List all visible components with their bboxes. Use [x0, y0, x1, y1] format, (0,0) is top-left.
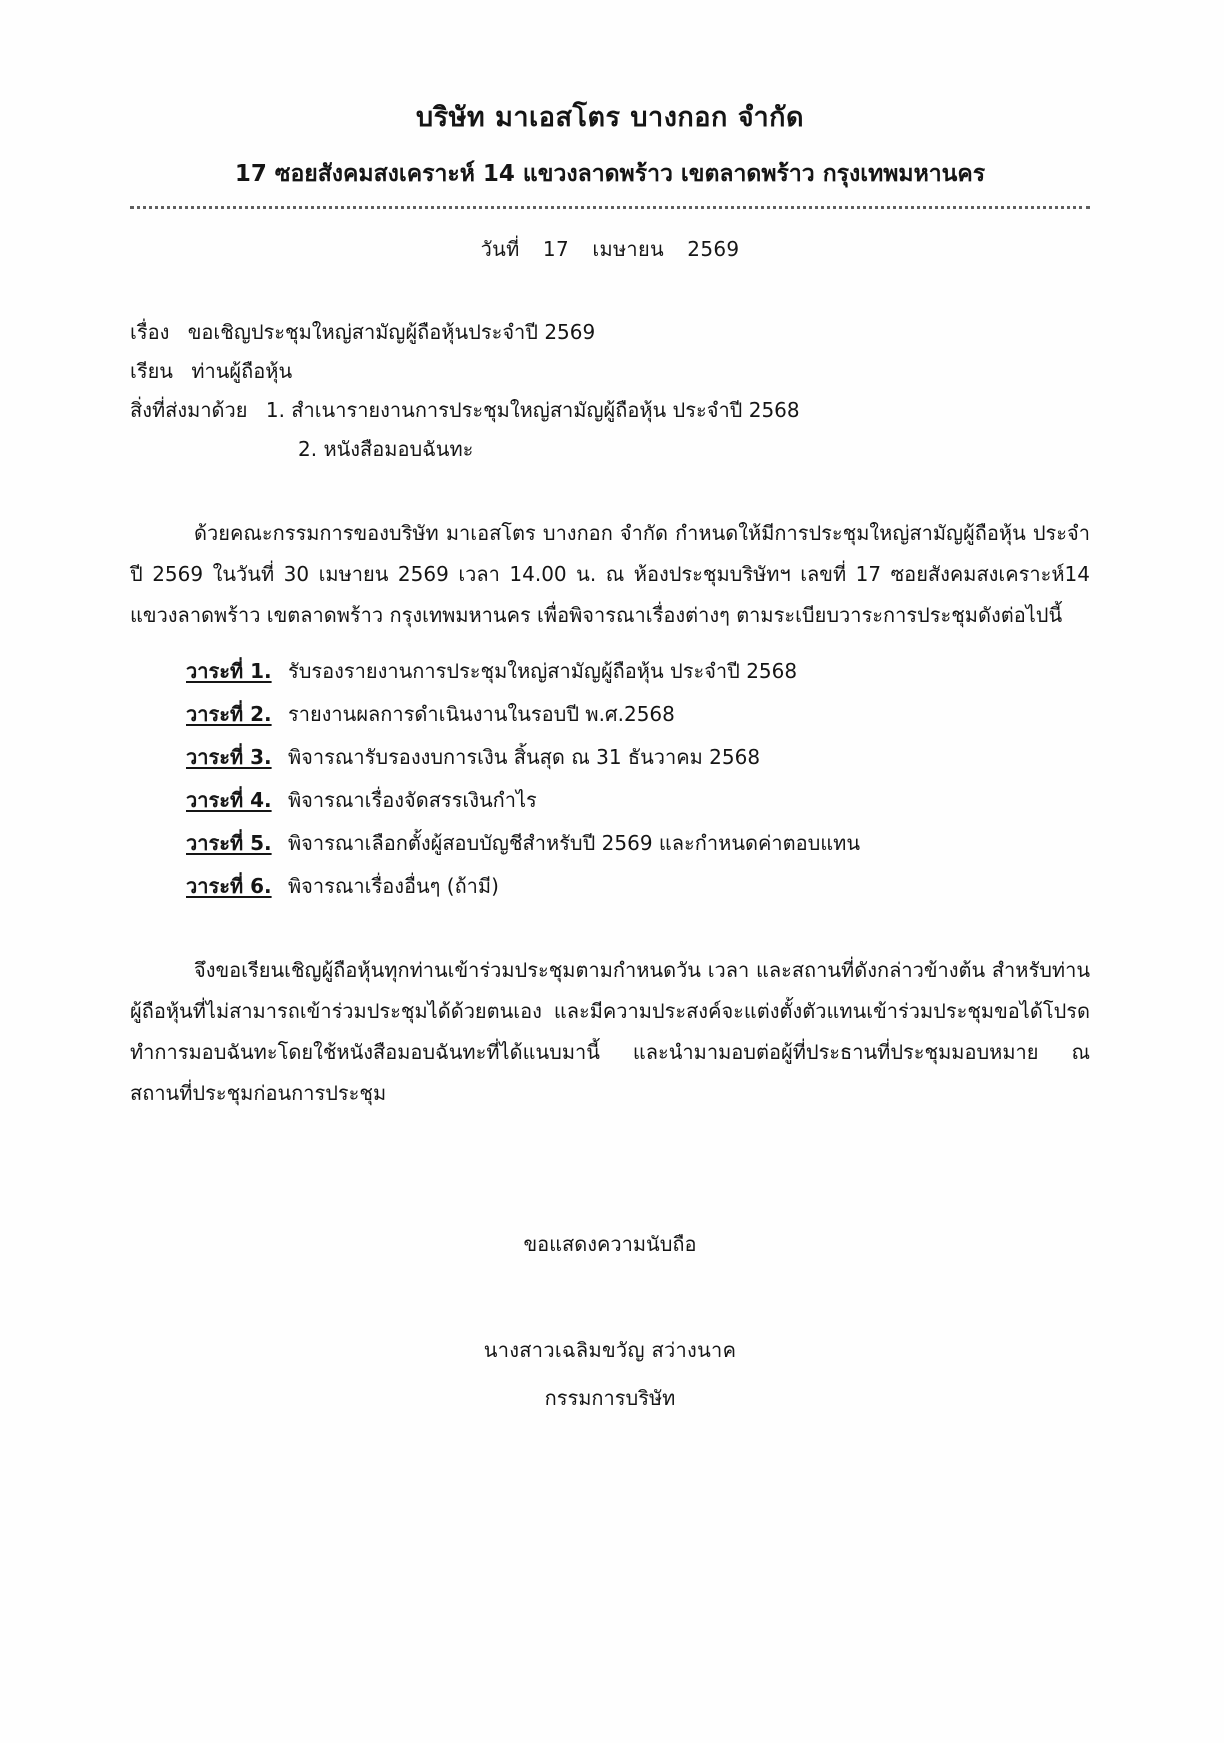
attachment-item-2: 2. หนังสือมอบฉันทะ	[298, 437, 474, 461]
body-paragraph-2: จึงขอเรียนเชิญผู้ถือหุ้นทุกท่านเข้าร่วมประชุมตามกำหนดวัน เวลา และสถานที่ดังกล่าวข้างต้น สำหรับท่านผู้ถือหุ้นที่ไม่สามารถเข้าร่วมประชุมได้ด้วยตนเอง และมีความประสงค์จะแต่งตั้งตัวแทนเข้าร่วมประชุมขอได้โปรดทำการมอบฉันทะโดยใช้หนังสือมอบฉันทะที่ได้แนบมานี้ และนำมามอบต่อผู้ที่ประธานที่ประชุมมอบหมาย ณ สถานที่ประชุมก่อนการประชุม	[130, 958, 1090, 1105]
recipient-label: เรียน	[130, 359, 173, 383]
agenda-item-text: พิจารณาเรื่องจัดสรรเงินกำไร	[287, 788, 537, 812]
header-divider	[130, 206, 1090, 211]
body-paragraph-1: ด้วยคณะกรรมการของบริษัท มาเอสโตร บางกอก จำกัด กำหนดให้มีการประชุมใหญ่สามัญผู้ถือหุ้น ประจำปี 2569 ในวันที่ 30 เมษายน 2569 เวลา 14.00 น. ณ ห้องประชุมบริษัทฯ เลขที่ 17 ซอยสังคมสงเคราะห์14 แขวงลาดพร้าว เขตลาดพร้าว กรุงเทพมหานคร เพื่อพิจารณาเรื่องต่างๆ ตามระเบียบวาระการประชุมดังต่อไปนี้	[130, 521, 1090, 627]
agenda-item-number: วาระที่ 2.	[186, 702, 272, 726]
signature-block	[130, 1220, 1090, 1422]
agenda-item-number: วาระที่ 6.	[186, 874, 272, 898]
signature-regards: ขอแสดงความนับถือ	[523, 1232, 697, 1256]
agenda-item-number: วาระที่ 5.	[186, 831, 272, 855]
recipient-row	[130, 352, 1090, 391]
agenda-item-number: วาระที่ 3.	[186, 745, 272, 769]
agenda-item	[130, 736, 1090, 779]
agenda-item-text: รับรองรายงานการประชุมใหญ่สามัญผู้ถือหุ้น ประจำปี 2568	[287, 659, 798, 683]
recipient-value: ท่านผู้ถือหุ้น	[191, 359, 293, 383]
agenda-item	[130, 650, 1090, 693]
subject-value: ขอเชิญประชุมใหญ่สามัญผู้ถือหุ้นประจำปี 2569	[187, 320, 596, 344]
company-address: 17 ซอยสังคมสงเคราะห์ 14 แขวงลาดพร้าว เขตลาดพร้าว กรุงเทพมหานคร	[234, 161, 986, 187]
agenda-item	[130, 822, 1090, 865]
company-name: บริษัท มาเอสโตร บางกอก จำกัด	[415, 102, 805, 133]
attachments-row	[130, 391, 1090, 430]
agenda-item	[130, 779, 1090, 822]
reference-block	[130, 313, 1090, 469]
date-line	[130, 233, 1090, 265]
letter-content	[130, 95, 1090, 1422]
date-label: วันที่	[480, 237, 520, 261]
agenda-item-text: รายงานผลการดำเนินงานในรอบปี พ.ศ.2568	[287, 702, 675, 726]
subject-row	[130, 313, 1090, 352]
agenda-item-number: วาระที่ 1.	[186, 659, 272, 683]
signature-name: นางสาวเฉลิมขวัญ สว่างนาค	[483, 1338, 737, 1362]
agenda-item	[130, 865, 1090, 908]
agenda-item-text: พิจารณาเลือกตั้งผู้สอบบัญชีสำหรับปี 2569 และกำหนดค่าตอบแทน	[287, 831, 861, 855]
agenda-item-text: พิจารณารับรองงบการเงิน สิ้นสุด ณ 31 ธันวาคม 2568	[287, 745, 761, 769]
agenda-item-text: พิจารณาเรื่องอื่นๆ (ถ้ามี)	[287, 874, 499, 898]
date-year: 2569	[687, 237, 740, 261]
agenda-list	[130, 650, 1090, 908]
subject-label: เรื่อง	[130, 320, 170, 344]
agenda-item-number: วาระที่ 4.	[186, 788, 272, 812]
attachments-label: สิ่งที่ส่งมาด้วย	[130, 398, 248, 422]
date-day: 17	[542, 237, 569, 261]
attachment-item-1: 1. สำเนารายงานการประชุมใหญ่สามัญผู้ถือหุ้น ประจำปี 2568	[265, 398, 800, 422]
signature-title: กรรมการบริษัท	[544, 1386, 676, 1410]
date-month: เมษายน	[592, 237, 664, 261]
agenda-item	[130, 693, 1090, 736]
